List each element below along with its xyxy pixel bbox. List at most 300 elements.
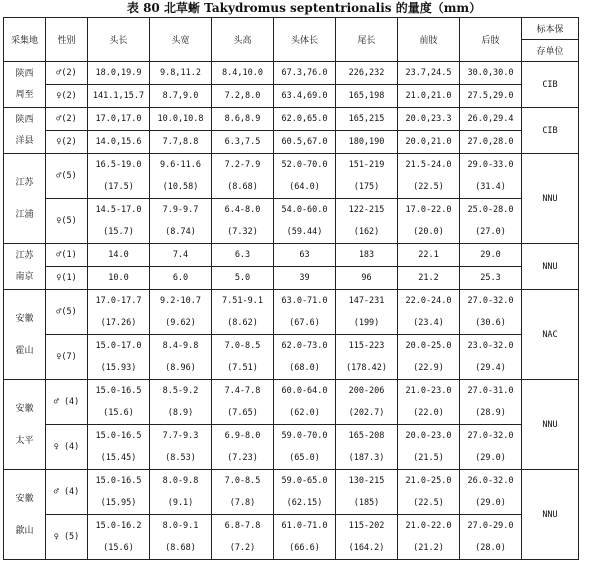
sex-cell: ♀ (5) xyxy=(46,515,88,560)
value-line: 8.7,9.0 xyxy=(162,91,199,101)
table-title: 表 80 北草蜥 Takydromus septentrionalis 的量度（mm） xyxy=(126,1,482,15)
value-line: (7.65) xyxy=(227,408,258,418)
value-cell xyxy=(336,267,398,290)
value-line: (8.68) xyxy=(165,543,196,553)
locality-cell xyxy=(4,380,46,470)
value-cell xyxy=(212,62,274,85)
value-cell xyxy=(212,335,274,380)
value-line: 6.8-7.8 xyxy=(224,521,261,531)
value-line: 15.0-17.0 xyxy=(95,341,142,351)
value-line: 62.0,65.0 xyxy=(281,114,328,124)
sex-cell: ♀(2) xyxy=(46,131,88,154)
value-line: 17.0-17.7 xyxy=(95,296,142,306)
value-line: 7.51-9.1 xyxy=(222,296,263,306)
value-line: 52.0-70.0 xyxy=(281,160,328,170)
value-line: (59.44) xyxy=(286,227,323,237)
table-row xyxy=(4,154,579,199)
value-line: 226,232 xyxy=(348,68,385,78)
value-line: (8.9) xyxy=(167,408,194,418)
value-line: (28.9) xyxy=(475,408,506,418)
value-cell xyxy=(212,470,274,515)
value-cell xyxy=(460,244,522,267)
value-cell xyxy=(88,425,150,470)
value-line: 30.0,30.0 xyxy=(467,68,514,78)
institution-cell: CIB xyxy=(522,62,579,108)
value-line: (27.0) xyxy=(475,227,506,237)
value-cell xyxy=(398,131,460,154)
value-line: 7.4-7.8 xyxy=(224,386,261,396)
value-cell xyxy=(460,425,522,470)
locality-cell xyxy=(4,154,46,244)
value-line: (7.8) xyxy=(229,498,256,508)
value-line: (66.6) xyxy=(289,543,320,553)
table-row xyxy=(4,515,579,560)
value-cell xyxy=(336,131,398,154)
institution-cell: NAC xyxy=(522,290,579,380)
value-line: (64.0) xyxy=(289,182,320,192)
value-line: 21.2 xyxy=(418,273,439,283)
value-line: 15.0-16.2 xyxy=(95,521,142,531)
value-line: 63.4,69.0 xyxy=(281,91,328,101)
institution-cell: NNU xyxy=(522,244,579,290)
value-line: (162) xyxy=(353,227,380,237)
value-line: 6.3 xyxy=(234,250,251,260)
value-line: 22.1 xyxy=(418,250,439,260)
value-line: (15.93) xyxy=(100,363,137,373)
value-line: 165,198 xyxy=(348,91,385,101)
value-line: 27.0,28.0 xyxy=(467,137,514,147)
value-cell xyxy=(398,154,460,199)
value-cell xyxy=(274,199,336,244)
value-line: 29.0-33.0 xyxy=(467,160,514,170)
table-row xyxy=(4,62,579,85)
value-line: (7.32) xyxy=(227,227,258,237)
value-cell xyxy=(460,108,522,131)
value-line: 14.0,15.6 xyxy=(95,137,142,147)
value-cell xyxy=(460,131,522,154)
value-cell xyxy=(150,244,212,267)
value-line: 6.0 xyxy=(172,273,189,283)
value-cell xyxy=(460,62,522,85)
value-line: (29.0) xyxy=(475,453,506,463)
value-cell xyxy=(336,335,398,380)
value-cell xyxy=(150,108,212,131)
value-cell xyxy=(150,267,212,290)
value-line: (62.15) xyxy=(286,498,323,508)
value-line: 27.0-31.0 xyxy=(467,386,514,396)
value-line: 59.0-65.0 xyxy=(281,476,328,486)
value-line: (23.4) xyxy=(413,318,444,328)
value-cell xyxy=(274,425,336,470)
value-cell xyxy=(460,85,522,108)
locality-cell xyxy=(4,290,46,380)
value-line: (10.58) xyxy=(162,182,199,192)
header-head-width: 头宽 xyxy=(150,18,212,62)
value-cell xyxy=(88,62,150,85)
value-line: 7.7,8.8 xyxy=(162,137,199,147)
value-line: (22.9) xyxy=(413,363,444,373)
value-cell xyxy=(274,244,336,267)
value-cell xyxy=(212,244,274,267)
value-cell xyxy=(88,154,150,199)
institution-cell: NNU xyxy=(522,470,579,560)
locality-part: 洋县 xyxy=(15,135,34,146)
value-cell xyxy=(150,290,212,335)
value-line: (22.5) xyxy=(413,182,444,192)
value-line: (15.45) xyxy=(100,453,137,463)
value-line: 7.2,8.0 xyxy=(224,91,261,101)
header-tail: 尾长 xyxy=(336,18,398,62)
value-line: (17.26) xyxy=(100,318,137,328)
table-row xyxy=(4,131,579,154)
value-line: 96 xyxy=(361,273,372,283)
sex-cell: ♂(5) xyxy=(46,290,88,335)
sex-cell: ♂ (4) xyxy=(46,380,88,425)
value-line: 8.4-9.8 xyxy=(162,341,199,351)
value-cell xyxy=(212,425,274,470)
value-line: (15.6) xyxy=(103,543,134,553)
value-line: 7.0-8.5 xyxy=(224,341,261,351)
value-cell xyxy=(212,131,274,154)
value-line: 27.0-29.0 xyxy=(467,521,514,531)
value-line: 20.0-25.0 xyxy=(405,341,452,351)
value-line: (68.0) xyxy=(289,363,320,373)
value-line: 7.0-8.5 xyxy=(224,476,261,486)
value-cell xyxy=(460,267,522,290)
value-line: 7.7-9.3 xyxy=(162,431,199,441)
value-line: 21.0-25.0 xyxy=(405,476,452,486)
value-cell xyxy=(398,85,460,108)
value-line: (15.95) xyxy=(100,498,137,508)
table-row xyxy=(4,199,579,244)
value-line: (202.7) xyxy=(348,408,385,418)
value-line: 9.6-11.6 xyxy=(160,160,201,170)
value-line: 16.5-19.0 xyxy=(95,160,142,170)
table-body xyxy=(4,62,579,560)
value-cell xyxy=(88,515,150,560)
header-hindlimb: 后肢 xyxy=(460,18,522,62)
locality-part: 安徽 xyxy=(15,403,34,414)
value-line: (20.0) xyxy=(413,227,444,237)
value-cell xyxy=(336,154,398,199)
value-cell xyxy=(460,515,522,560)
value-line: 180,190 xyxy=(348,137,385,147)
value-cell xyxy=(88,470,150,515)
table-row xyxy=(4,380,579,425)
value-cell xyxy=(398,470,460,515)
value-line: 141.1,15.7 xyxy=(92,91,145,101)
sex-cell: ♂(2) xyxy=(46,62,88,85)
value-cell xyxy=(150,335,212,380)
value-cell xyxy=(88,335,150,380)
value-line: (8.62) xyxy=(227,318,258,328)
value-cell xyxy=(150,62,212,85)
value-line: 165,215 xyxy=(348,114,385,124)
table-row xyxy=(4,108,579,131)
value-line: 63 xyxy=(299,250,310,260)
value-line: (178.42) xyxy=(346,363,387,373)
value-line: 61.0-71.0 xyxy=(281,521,328,531)
value-line: 29.0 xyxy=(480,250,501,260)
value-cell xyxy=(336,515,398,560)
value-line: 27.0-32.0 xyxy=(467,431,514,441)
table-row xyxy=(4,470,579,515)
value-line: (7.2) xyxy=(229,543,256,553)
value-line: 23.0-32.0 xyxy=(467,341,514,351)
value-line: (65.0) xyxy=(289,453,320,463)
locality-part: 太平 xyxy=(15,435,34,446)
value-line: (8.53) xyxy=(165,453,196,463)
value-cell xyxy=(460,470,522,515)
value-line: (22.0) xyxy=(413,408,444,418)
value-line: 60.0-64.0 xyxy=(281,386,328,396)
value-cell xyxy=(398,62,460,85)
value-line: 27.0-32.0 xyxy=(467,296,514,306)
value-cell xyxy=(336,85,398,108)
value-line: 10.0 xyxy=(108,273,129,283)
value-cell xyxy=(150,515,212,560)
value-cell xyxy=(398,335,460,380)
value-line: 14.5-17.0 xyxy=(95,205,142,215)
value-line: 27.5,29.0 xyxy=(467,91,514,101)
value-cell xyxy=(460,335,522,380)
value-cell xyxy=(274,335,336,380)
value-line: (185) xyxy=(353,498,380,508)
value-line: (30.6) xyxy=(475,318,506,328)
value-line: (31.4) xyxy=(475,182,506,192)
value-line: 15.0-16.5 xyxy=(95,476,142,486)
value-line: (67.6) xyxy=(289,318,320,328)
value-cell xyxy=(274,62,336,85)
table-row xyxy=(4,267,579,290)
value-cell xyxy=(398,290,460,335)
value-cell xyxy=(150,380,212,425)
value-line: 183 xyxy=(358,250,375,260)
value-line: 115-223 xyxy=(348,341,385,351)
table-row xyxy=(4,244,579,267)
value-line: 7.2-7.9 xyxy=(224,160,261,170)
value-line: 21.5-24.0 xyxy=(405,160,452,170)
value-line: (21.2) xyxy=(413,543,444,553)
value-line: (8.96) xyxy=(165,363,196,373)
value-line: 200-206 xyxy=(348,386,385,396)
value-cell xyxy=(398,199,460,244)
sex-cell: ♀(5) xyxy=(46,199,88,244)
value-line: 22.0-24.0 xyxy=(405,296,452,306)
value-line: (29.4) xyxy=(475,363,506,373)
value-cell xyxy=(274,85,336,108)
value-cell xyxy=(336,244,398,267)
value-line: 23.7,24.5 xyxy=(405,68,452,78)
institution-cell: CIB xyxy=(522,108,579,154)
value-line: 20.0,23.3 xyxy=(405,114,452,124)
locality-part: 南京 xyxy=(15,271,34,282)
value-line: 63.0-71.0 xyxy=(281,296,328,306)
value-cell xyxy=(336,290,398,335)
value-line: 165-208 xyxy=(348,431,385,441)
header-snout-vent: 头体长 xyxy=(274,18,336,62)
measurements-table xyxy=(3,17,579,560)
value-line: 60.5,67.0 xyxy=(281,137,328,147)
value-line: 21.0,21.0 xyxy=(405,91,452,101)
value-cell xyxy=(88,290,150,335)
value-line: 7.9-9.7 xyxy=(162,205,199,215)
value-line: (164.2) xyxy=(348,543,385,553)
value-line: 8.5-9.2 xyxy=(162,386,199,396)
header-locality: 采集地 xyxy=(4,18,46,62)
value-cell xyxy=(336,380,398,425)
sex-cell: ♀(1) xyxy=(46,267,88,290)
value-line: 6.3,7.5 xyxy=(224,137,261,147)
value-cell xyxy=(212,267,274,290)
value-line: (15.6) xyxy=(103,408,134,418)
value-line: 8.0-9.8 xyxy=(162,476,199,486)
sex-cell: ♂(5) xyxy=(46,154,88,199)
locality-part: 安徽 xyxy=(15,493,34,504)
value-line: 54.0-60.0 xyxy=(281,205,328,215)
value-cell xyxy=(398,425,460,470)
value-line: 130-215 xyxy=(348,476,385,486)
value-cell xyxy=(398,515,460,560)
value-line: 8.4,10.0 xyxy=(222,68,263,78)
locality-part: 霍山 xyxy=(15,345,34,356)
value-cell xyxy=(336,470,398,515)
value-line: 6.9-8.0 xyxy=(224,431,261,441)
value-line: 17.0-22.0 xyxy=(405,205,452,215)
value-line: 67.3,76.0 xyxy=(281,68,328,78)
value-line: 21.0-22.0 xyxy=(405,521,452,531)
value-line: 18.0,19.9 xyxy=(95,68,142,78)
table-row xyxy=(4,425,579,470)
header-head-height: 头高 xyxy=(212,18,274,62)
value-line: 9.2-10.7 xyxy=(160,296,201,306)
value-cell xyxy=(150,154,212,199)
value-line: (15.7) xyxy=(103,227,134,237)
value-cell xyxy=(460,290,522,335)
value-cell xyxy=(274,380,336,425)
value-cell xyxy=(398,244,460,267)
value-cell xyxy=(274,515,336,560)
header-head-length: 头长 xyxy=(88,18,150,62)
value-cell xyxy=(150,425,212,470)
value-line: 25.3 xyxy=(480,273,501,283)
value-line: (175) xyxy=(353,182,380,192)
value-cell xyxy=(88,380,150,425)
value-line: (7.51) xyxy=(227,363,258,373)
value-cell xyxy=(212,515,274,560)
value-cell xyxy=(212,154,274,199)
locality-part: 江苏 xyxy=(15,250,34,261)
value-cell xyxy=(150,470,212,515)
value-cell xyxy=(212,199,274,244)
value-cell xyxy=(88,131,150,154)
header-specimen-line2: 存单位 xyxy=(522,40,579,62)
header-sex: 性别 xyxy=(46,18,88,62)
value-line: 122-215 xyxy=(348,205,385,215)
value-line: (7.23) xyxy=(227,453,258,463)
locality-part: 安徽 xyxy=(15,313,34,324)
value-cell xyxy=(88,244,150,267)
value-line: 5.0 xyxy=(234,273,251,283)
locality-part: 江苏 xyxy=(15,177,34,188)
value-line: (9.1) xyxy=(167,498,194,508)
value-cell xyxy=(336,62,398,85)
sex-cell: ♂(2) xyxy=(46,108,88,131)
value-cell xyxy=(88,108,150,131)
value-cell xyxy=(274,108,336,131)
value-cell xyxy=(336,199,398,244)
value-line: (8.74) xyxy=(165,227,196,237)
value-cell xyxy=(150,85,212,108)
value-line: 147-231 xyxy=(348,296,385,306)
value-cell xyxy=(212,290,274,335)
value-line: (22.5) xyxy=(413,498,444,508)
value-line: 20.0-23.0 xyxy=(405,431,452,441)
value-cell xyxy=(460,199,522,244)
table-row xyxy=(4,335,579,380)
locality-part: 陕西 xyxy=(15,114,34,125)
value-cell xyxy=(274,470,336,515)
sex-cell: ♀ (4) xyxy=(46,425,88,470)
value-line: 26.0-32.0 xyxy=(467,476,514,486)
value-cell xyxy=(274,131,336,154)
value-cell xyxy=(336,425,398,470)
table-row xyxy=(4,85,579,108)
value-cell xyxy=(88,85,150,108)
value-cell xyxy=(274,154,336,199)
value-line: 9.8,11.2 xyxy=(160,68,201,78)
value-cell xyxy=(88,267,150,290)
value-line: 8.6,8.9 xyxy=(224,114,261,124)
value-cell xyxy=(274,267,336,290)
value-line: 14.0 xyxy=(108,250,129,260)
sex-cell: ♂ (4) xyxy=(46,470,88,515)
value-line: 20.0,21.0 xyxy=(405,137,452,147)
value-cell xyxy=(88,199,150,244)
value-line: 39 xyxy=(299,273,310,283)
header-forelimb: 前肢 xyxy=(398,18,460,62)
value-cell xyxy=(398,267,460,290)
institution-cell: NNU xyxy=(522,380,579,470)
value-cell xyxy=(398,108,460,131)
value-cell xyxy=(212,85,274,108)
value-cell xyxy=(398,380,460,425)
locality-part: 歙山 xyxy=(15,525,34,536)
value-line: (62.0) xyxy=(289,408,320,418)
value-line: 21.0-23.0 xyxy=(405,386,452,396)
value-line: (9.62) xyxy=(165,318,196,328)
value-cell xyxy=(212,380,274,425)
value-line: 7.4 xyxy=(172,250,189,260)
sex-cell: ♀(7) xyxy=(46,335,88,380)
value-line: 26.0,29.4 xyxy=(467,114,514,124)
value-cell xyxy=(212,108,274,131)
institution-cell: NNU xyxy=(522,154,579,244)
value-line: (21.5) xyxy=(413,453,444,463)
sex-cell: ♂(1) xyxy=(46,244,88,267)
value-line: 15.0-16.5 xyxy=(95,386,142,396)
locality-cell xyxy=(4,244,46,290)
value-line: 151-219 xyxy=(348,160,385,170)
locality-part: 周至 xyxy=(15,89,34,100)
value-line: (17.5) xyxy=(103,182,134,192)
value-cell xyxy=(150,131,212,154)
locality-cell xyxy=(4,62,46,108)
value-line: 115-202 xyxy=(348,521,385,531)
value-cell xyxy=(150,199,212,244)
value-line: 62.0-73.0 xyxy=(281,341,328,351)
table-row xyxy=(4,290,579,335)
